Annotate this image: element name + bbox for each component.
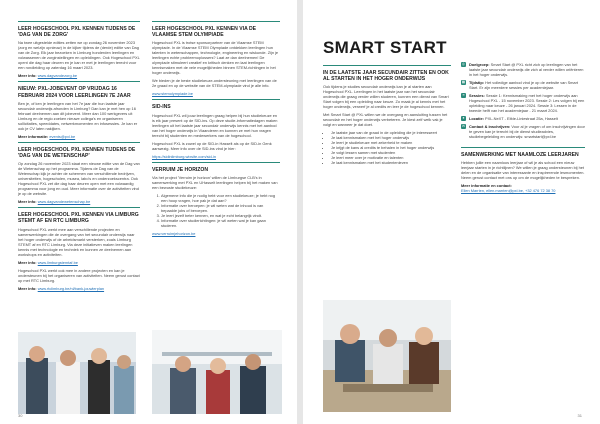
location-pin-icon: ●	[462, 116, 465, 120]
info-row	[461, 93, 585, 113]
info-text: PXL-NeXT - Elfde-Liniestraat 25a, Hasselt	[485, 116, 558, 121]
more-info	[152, 91, 280, 96]
more-info-label: Meer info:	[18, 199, 37, 205]
more-info-link[interactable]: www.verruimjehorizon.be	[152, 230, 196, 236]
info-text-wrap	[469, 124, 585, 139]
section-divider	[18, 21, 140, 22]
list-item: • Je laat kennismaken met het studentenleven	[331, 160, 451, 165]
section-text: We bieden je de beste studiekeuze-ondersteuning met leerlingen van de 2e graad en op de website van de STEM-olympiade vind je alle info.	[152, 78, 277, 89]
section-title: LEER HOGESCHOOL PXL KENNEN TIJDENS DE 'DAG VAN DE WETENSCHAP'	[18, 146, 136, 160]
more-info-label: Meer informatie:	[18, 133, 49, 139]
more-info	[18, 286, 140, 291]
section-text: Na twee uitgestelde edities zetten we op zondag 26 november 2023 (zorg en welzijn opnieuw) in de kijker tijdens de (derde) editie van Dag van de Zorg. Elk jaar bezoeken in Limburg honderden leerlingen en volwassenen de zorginstellingen en opleidingen. Ook Hogeschool PXL opent die dag haar deuren en je kan er met je leerlingen terecht voor een rondleiding op zaterdag 16 maart 2023.	[18, 40, 140, 71]
left-column-2	[152, 18, 280, 239]
section-title: IN DE LAATSTE JAAR SECUNDAIR ZITTEN EN OOK AL STARTEN IN HET HOGER ONDERWIJS	[323, 70, 449, 83]
list-item: • Je volgt lessen samen met studenten	[331, 150, 451, 155]
contact-link[interactable]: Ellen Marrien, ellen.marrien@pxl.be, +32 476 72 38 70	[461, 188, 556, 194]
section-text: Hebben jullie een naamloos leerjaar of wil je als school een nieuw leerjaar starten in je richtlijnen? We willen je graag ondersteunen bij het delen en de organisatie van interessante en inspirerende lesmomenten. Neem gerust contact met ons op om de mogelijkheden te bespreken.	[461, 160, 585, 181]
list-item: • Je laatste jaar van de graad in de opleiding die je interesseert	[331, 130, 451, 135]
more-info-link[interactable]: https://sidinlimburg.wixsite.com/sid-in	[152, 153, 216, 159]
more-info-link[interactable]: www.dagvandewetenschap.be	[37, 199, 91, 205]
page-title: SMART START	[323, 38, 447, 57]
more-info-label: Meer info:	[18, 259, 37, 265]
list-icon: ≡	[462, 93, 465, 97]
section-title: LEER HOGESCHOOL PXL KENNEN VIA LIMBURG STEMT AF EN RTC LIMBURG	[18, 212, 139, 225]
section-title: SAMENWERKING MET NAAMLOZE LEERJAREN	[461, 152, 579, 158]
section-title: LEER HOGESCHOOL PXL KENNEN VIA DE VLAAMSE STEM OLYMPIADE	[152, 26, 257, 39]
section-divider	[152, 162, 280, 163]
students-photo	[18, 332, 136, 414]
list-item: 4. Informatie over studierichtingen: je wil weten wat je kan gaan studeren.	[161, 218, 280, 228]
info-text-wrap	[469, 62, 585, 77]
numbered-list	[152, 193, 280, 228]
section-title: NIEUW: PXL-JOBEVENT OP VRIJDAG 16 FEBRUARI 2024 VOOR LEERLINGEN 7E JAAR	[18, 86, 131, 99]
info-text-wrap	[469, 116, 558, 121]
section-text: Hogeschool PXL werkt mee aan verschillende projecten en samenwerkingen die de overgang van het secundair onderwijs naar het hoger onderwijs of de arbeidsmarkt versterken, zoals Limburg STEMT af en RTC Limburg. Via deze initiatieven maken leerlingen kennis met technologie en techniek en kunnen ze deelnemen aan workshops en activiteiten.	[18, 226, 135, 257]
section-text: Via het project 'Verruim je horizon' willen de Limburgse CLB's in samenwerking met PXL en UHasselt leerlingen helpen bij het maken van een bewuste studiekeuze:	[152, 174, 278, 190]
section-divider	[18, 142, 140, 143]
info-row	[461, 80, 585, 90]
section-divider	[152, 99, 280, 100]
info-row	[461, 116, 585, 121]
more-info-link[interactable]: www.stemolympiade.be	[152, 91, 193, 97]
more-info	[18, 134, 140, 139]
info-text: Smart Start @ PXL richt zich op leerlingen van het laatste jaar secundair onderwijs die zich al verder willen oriënteren in het hoger onderwijs.	[469, 62, 584, 77]
mail-icon: ✉	[461, 124, 465, 128]
more-info	[152, 231, 280, 236]
more-info-link[interactable]: events@pxl.be	[49, 133, 76, 139]
section-text: Hogeschool PXL wil jouw leerlingen graag helpen bij hun studiekeuze en is elk jaar present op de SID-ins. Op deze studie-informatiedagen maken leerlingen uit het laatste jaar secundair onderwijs kennis met het aanbod van het hoger onderwijs in Vlaanderen en kunnen ze met hun vragen terecht bij studenten en medewerkers van de hogeschool.	[152, 112, 278, 138]
more-info-link[interactable]: www.dagvandezorg.be	[37, 73, 78, 79]
section-divider	[461, 147, 585, 148]
target-icon: ◎	[461, 62, 466, 66]
list-item: 3. Je leert jezelf beter kennen, en wat je echt belangrijk vindt.	[161, 213, 280, 218]
list-item: • Je leert je studiekeuze met zekerheid te maken	[331, 140, 451, 145]
classroom-photo	[323, 300, 451, 412]
info-text-wrap	[469, 80, 585, 90]
more-info	[152, 154, 280, 159]
more-info-label: Meer informatie en contact:	[461, 183, 512, 189]
right-column-1	[323, 62, 451, 168]
info-text-wrap	[469, 93, 585, 113]
section-text: Hogeschool PXL werkt ook mee in andere projecten en kan je ondersteunen bij het organiseren van activiteiten. Neem gerust contact op met RTC Limburg.	[18, 267, 140, 283]
list-item: • Je leert meer over je motivatie en talenten	[331, 155, 451, 160]
info-label: Sessies:	[469, 93, 485, 98]
right-page	[303, 0, 600, 424]
info-text: Het volledige aanbod vind je op de website van Smart Start. Er zijn meerdere sessies per academiejaar.	[469, 80, 578, 90]
more-info-link[interactable]: www.rtclimburg.be/nl/bank-jouwlerplan	[37, 285, 105, 291]
section-text: Hogeschool PXL is trotse sponsorpartner van de Vlaamse STEM olympiade. In de Vlaamse STEM Olympiade ontdekken leerlingen hun talenten in wetenschappen, technologie, engineering en wiskunde. Zijn je leerlingen echte probleemoplossers? Laat ze dan deelnemen! De olympiade stimuleert creatief en kritisch denken en laat leerlingen kennismaken met de vele mogelijkheden binnen STEM-richtingen in het hoger onderwijs.	[152, 40, 279, 76]
section-text: Ook tijdens je studies secundair onderwijs kan je al starten aan Hogeschool PXL. Leerlingen in het laatste jaar van het secundair onderwijs die graag verder willen studeren, kunnen een dienst van Smart Start volgen bij een opleiding naar keuze. Zo maak je al kennis met het hoger onderwijs, verwerf je al credits en leer je de hogeschool kennen.	[323, 84, 449, 110]
section-divider	[152, 21, 280, 22]
section-divider	[323, 65, 451, 66]
page-number: 30	[18, 413, 23, 418]
calendar-icon: ▦	[461, 80, 466, 84]
section-text: Ben je, of ken je leerlingen van het 7e jaar die hun laatste jaar secundair onderwijs afronden in Limburg? Dan kan je met hen op 16 februari deelnemen aan dit jobevent. Meer dan 100 werkgevers uit Limburg en de regio zoeken nieuwe collega's en organiseren sollicitaties, speeddates, netwerkmomenten en infosessies. Je kan er ook je CV laten nakijken.	[18, 100, 138, 131]
info-label: Doelgroep:	[469, 62, 490, 67]
more-info-link[interactable]: www.limburgstemtaf.be	[37, 259, 78, 265]
info-text: Sessie 1: Kennismaking met het hoger onderwijs aan Hogeschool PXL - 15 november 2023. Sessie 2: Les volgen bij een opleiding naar keuze - 26 januari 2024. Sessie 3: Lessen in de tweede helft van het academiejaar - 21 maart 2024.	[469, 93, 585, 113]
left-page	[0, 0, 297, 424]
more-info	[18, 199, 140, 204]
list-item: • Je laat kennismaken met het hoger onderwijs	[331, 135, 451, 140]
section-title: LEER HOGESCHOOL PXL KENNEN TIJDENS DE 'DAG VAN DE ZORG'	[18, 26, 136, 39]
more-info-label: Meer info:	[18, 285, 37, 291]
info-row	[461, 62, 585, 77]
section-text: Hogeschool PXL is zowel op de SID-in Hasselt als op de SID-in Genk aanwezig. Meer info over de SID-ins vind je hier:	[152, 140, 272, 151]
page-number: 31	[577, 413, 582, 418]
info-label: Tijdstip:	[469, 80, 485, 85]
left-column-1	[18, 18, 140, 294]
more-info	[18, 73, 140, 78]
right-column-2	[461, 62, 585, 196]
info-text: Voor al je vragen of om inschrijvingen door te geven kan je terecht bij de dienst studieadvies, studiebegeleiding en onderwijs: smartstart@pxl.be	[469, 124, 585, 139]
sid-in-photo	[152, 330, 282, 414]
info-row	[461, 124, 585, 139]
info-label: Locatie:	[469, 116, 484, 121]
section-text: Op zondag 26 november 2023 staat een nieuwe editie van de Dag van de Wetenschap op het programma. Tijdens de Dag van de Wetenschap kijk je achter de schermen van verschillende bedrijven, universiteiten, hogescholen, musea, labo's en onderzoekscentra. Ook Hogeschool PXL zet die dag haar deuren open met een volwaardig programma voor jong en oud. Meer informatie over de activiteiten vind je op de website.	[18, 161, 140, 197]
more-info	[18, 260, 140, 265]
more-info-label: Meer info:	[18, 73, 37, 79]
section-title: SID-INS	[152, 104, 171, 111]
section-divider	[18, 81, 140, 82]
list-item: • Je krijgt de kans al credits te behalen in het hoger onderwijs	[331, 145, 451, 150]
info-label: Contact & inschrijven:	[469, 124, 511, 129]
section-title: VERRUIM JE HORIZON	[152, 166, 209, 173]
list-item: 2. Informatie over beroepen: je wil weten wat de inhoud is van bepaalde jobs of beroepen.	[161, 203, 280, 213]
bullet-list	[323, 130, 451, 165]
section-text: Met Smart Start @ PXL willen we de overgang en aansluiting tussen het secundair en het hoger onderwijs verbeteren. Je kiest zelf welk vak je volgt en wanneer je dat doet.	[323, 112, 448, 128]
section-divider	[18, 207, 140, 208]
more-info	[461, 183, 585, 193]
list-item: 1. Algemene info die je nodig hebt voor een studiekeuze; je hebt nog een hoop vragen, hoe pak je dat aan?	[161, 193, 280, 203]
